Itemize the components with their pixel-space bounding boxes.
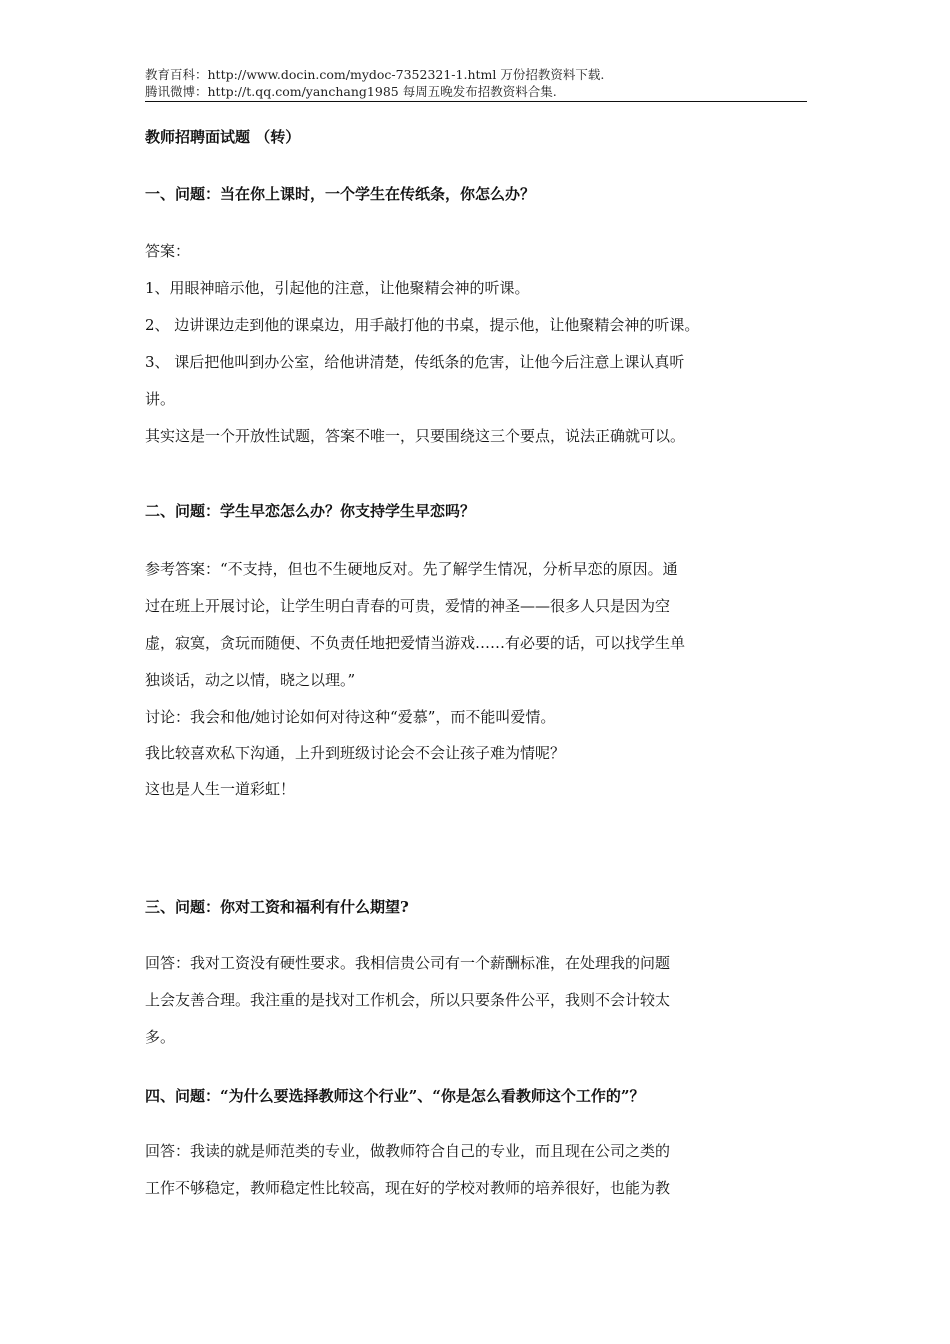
page-header bbox=[145, 66, 807, 100]
answer-2-line: 我比较喜欢私下沟通，上升到班级讨论会不会让孩子难为情呢？ bbox=[145, 744, 566, 762]
answer-4-line: 回答：我读的就是师范类的专业，做教师符合自己的专业，而且现在公司之类的 bbox=[145, 1142, 671, 1160]
answer-2-line: 讨论：我会和他/她讨论如何对待这种“爱慕”，而不能叫爱情。 bbox=[145, 708, 556, 726]
answer-1-line: 3、 课后把他叫到办公室，给他讲清楚，传纸条的危害，让他今后注意上课认真听 bbox=[145, 353, 685, 371]
answer-1-line: 其实这是一个开放性试题，答案不唯一，只要围绕这三个要点，说法正确就可以。 bbox=[145, 427, 686, 445]
answer-1-line: 1、用眼神暗示他，引起他的注意，让他聚精会神的听课。 bbox=[145, 279, 530, 297]
answer-3-line: 上会友善合理。我注重的是找对工作机会，所以只要条件公平，我则不会计较太 bbox=[145, 991, 671, 1009]
header-divider bbox=[145, 101, 807, 102]
answer-3-line: 回答：我对工资没有硬性要求。我相信贵公司有一个薪酬标准，在处理我的问题 bbox=[145, 954, 671, 972]
header-line-1: 教育百科：http://www.docin.com/mydoc-7352321-1.html 万份招教资料下载. bbox=[145, 67, 605, 82]
answer-2-line: 虚，寂寞，贪玩而随便、不负责任地把爱情当游戏……有必要的话，可以找学生单 bbox=[145, 634, 686, 652]
question-2-heading: 二、问题：学生早恋怎么办？你支持学生早恋吗？ bbox=[145, 502, 476, 520]
answer-2-line: 这也是人生一道彩虹！ bbox=[145, 780, 296, 798]
answer-1-body bbox=[145, 233, 810, 455]
answer-3-line: 多。 bbox=[145, 1028, 176, 1046]
question-3-heading: 三、问题：你对工资和福利有什么期望? bbox=[145, 898, 409, 916]
answer-2-line: 独谈话，动之以情，晓之以理。” bbox=[145, 671, 356, 689]
answer-3-body bbox=[145, 945, 810, 1056]
answer-1-line: 答案： bbox=[145, 242, 191, 260]
answer-4-body bbox=[145, 1133, 810, 1207]
answer-1-line: 讲。 bbox=[145, 390, 176, 408]
question-1-heading: 一、问题：当在你上课时，一个学生在传纸条，你怎么办？ bbox=[145, 185, 536, 203]
header-line-2: 腾讯微博：http://t.qq.com/yanchang1985 每周五晚发布招教资料合集. bbox=[145, 84, 557, 99]
answer-2-body bbox=[145, 551, 810, 807]
answer-2-line: 过在班上开展讨论，让学生明白青春的可贵，爱情的神圣——很多人只是因为空 bbox=[145, 597, 671, 615]
answer-4-line: 工作不够稳定，教师稳定性比较高，现在好的学校对教师的培养很好，也能为教 bbox=[145, 1179, 671, 1197]
answer-2-line: 参考答案：“不支持，但也不生硬地反对。先了解学生情况，分析早恋的原因。通 bbox=[145, 560, 678, 578]
answer-1-line: 2、 边讲课边走到他的课桌边，用手敲打他的书桌，提示他，让他聚精会神的听课。 bbox=[145, 316, 700, 334]
question-4-heading: 四、问题：“为什么要选择教师这个行业”、“你是怎么看教师这个工作的”？ bbox=[145, 1087, 645, 1105]
document-title: 教师招聘面试题 （转） bbox=[145, 128, 301, 146]
